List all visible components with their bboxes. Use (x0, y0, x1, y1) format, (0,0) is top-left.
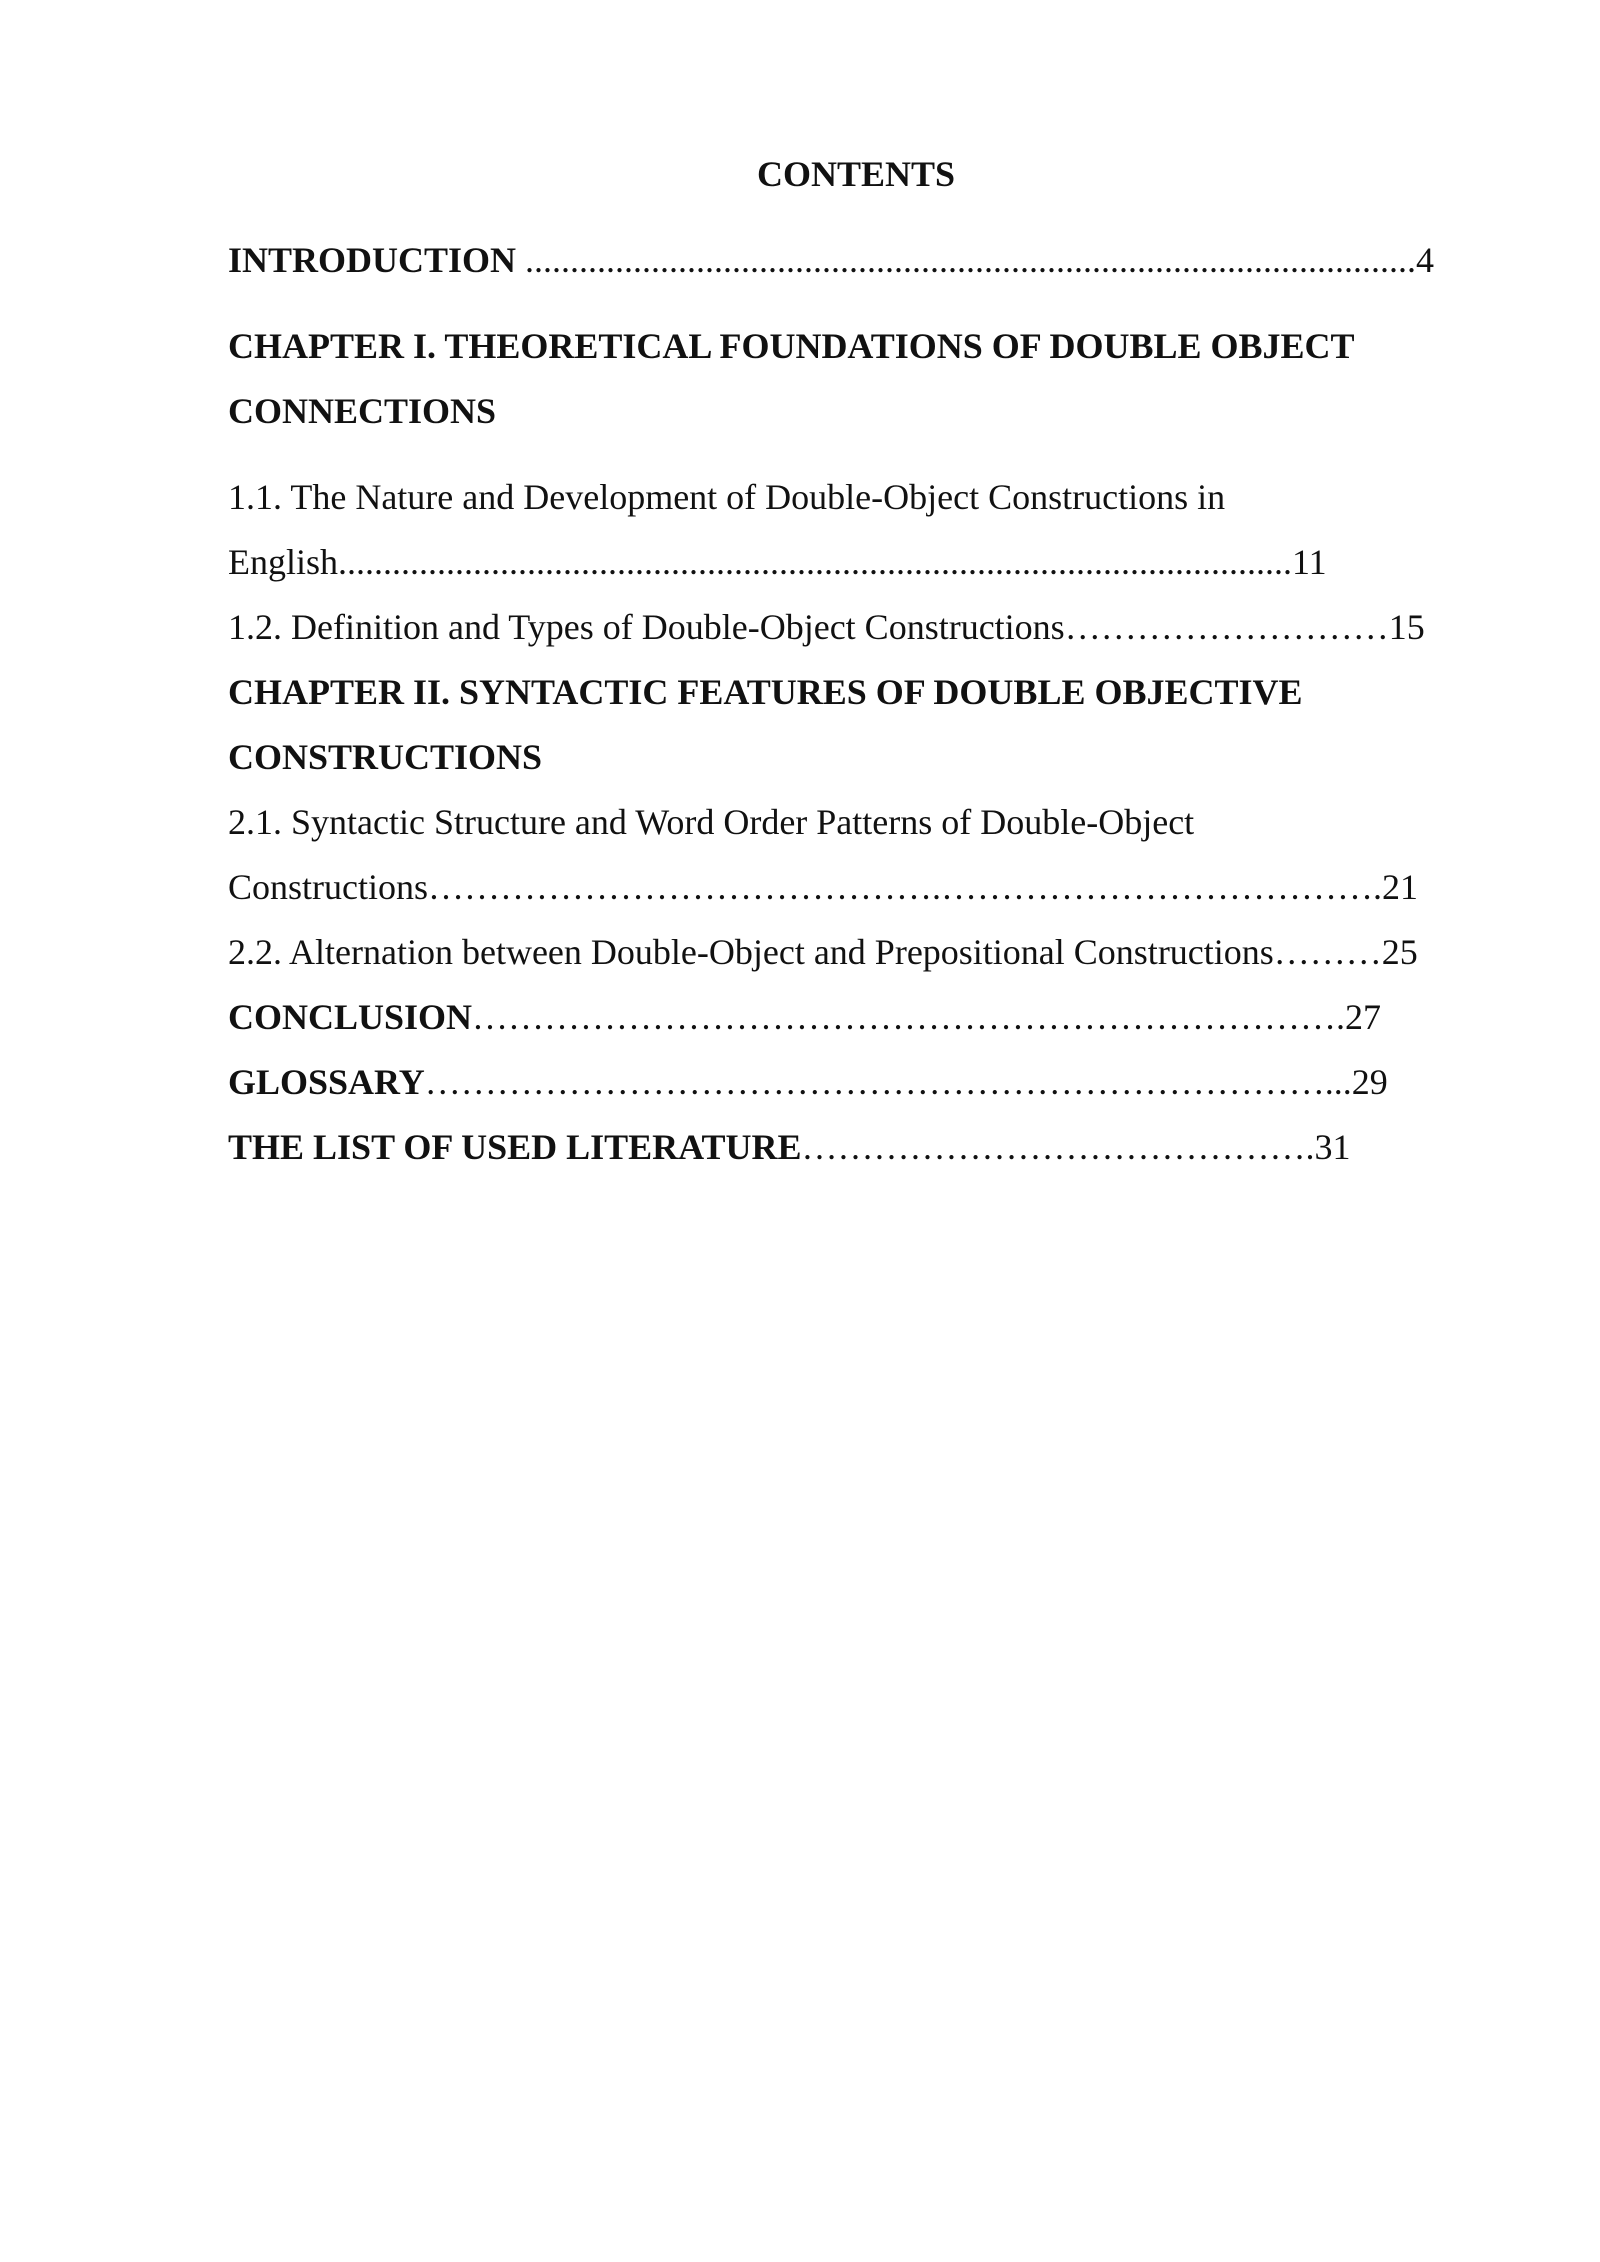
toc-leader: …………………………………….………………………………. (428, 867, 1383, 907)
toc-section-1-2 (228, 605, 1425, 649)
toc-leader: .................................................................................................. (516, 240, 1408, 280)
toc-section-1-1-line1: 1.1. The Nature and Development of Double-Object Constructions in (228, 477, 1226, 517)
toc-page-number: .4 (1407, 240, 1435, 280)
toc-entry-label: GLOSSARY (228, 1062, 425, 1102)
toc-page-number: 27 (1345, 997, 1382, 1037)
toc-leader: ………………………………………………………………. (472, 997, 1346, 1037)
toc-page-number: 31 (1314, 1127, 1351, 1167)
toc-entry-label: THE LIST OF USED LITERATURE (228, 1127, 802, 1167)
toc-entry-label: INTRODUCTION (228, 240, 517, 280)
toc-section-2-2 (228, 930, 1418, 974)
toc-leader: ……… (1273, 932, 1382, 972)
toc-page-number: 29 (1351, 1062, 1388, 1102)
toc-entry-conclusion (228, 995, 1381, 1039)
toc-section-2-1-line2 (228, 865, 1418, 909)
toc-page-number: 21 (1382, 867, 1419, 907)
toc-entry-introduction (228, 238, 1434, 282)
toc-section-2-1-line1: 2.1. Syntactic Structure and Word Order Patterns of Double-Object (228, 802, 1195, 842)
toc-leader: ……………………………………. (801, 1127, 1315, 1167)
toc-entry-label: CONCLUSION (228, 997, 473, 1037)
toc-chapter-1-line2: CONNECTIONS (228, 391, 497, 431)
toc-leader: …………………………………………………………………... (424, 1062, 1352, 1102)
toc-page-number: 25 (1381, 932, 1418, 972)
toc-entry-label: Constructions (228, 867, 429, 907)
toc-entry-label: 2.2. Alternation between Double-Object and Prepositional Constructions (228, 932, 1274, 972)
toc-chapter-2-line1: CHAPTER II. SYNTACTIC FEATURES OF DOUBLE OBJECTIVE (228, 672, 1303, 712)
contents-title: CONTENTS (756, 154, 956, 194)
toc-entry-glossary (228, 1060, 1388, 1104)
toc-entry-literature (228, 1125, 1351, 1169)
toc-page-number: 15 (1388, 607, 1425, 647)
toc-leader: .......................................................................................................... (338, 542, 1293, 582)
toc-chapter-2-line2: CONSTRUCTIONS (228, 737, 543, 777)
toc-entry-label: English (228, 542, 339, 582)
toc-page-number: 11 (1292, 542, 1327, 582)
toc-chapter-1-line1: CHAPTER I. THEORETICAL FOUNDATIONS OF DOUBLE OBJECT (228, 326, 1355, 366)
toc-leader: ……………………… (1064, 607, 1389, 647)
toc-entry-label: 1.2. Definition and Types of Double-Object Constructions (228, 607, 1065, 647)
toc-section-1-1-line2 (228, 540, 1327, 584)
